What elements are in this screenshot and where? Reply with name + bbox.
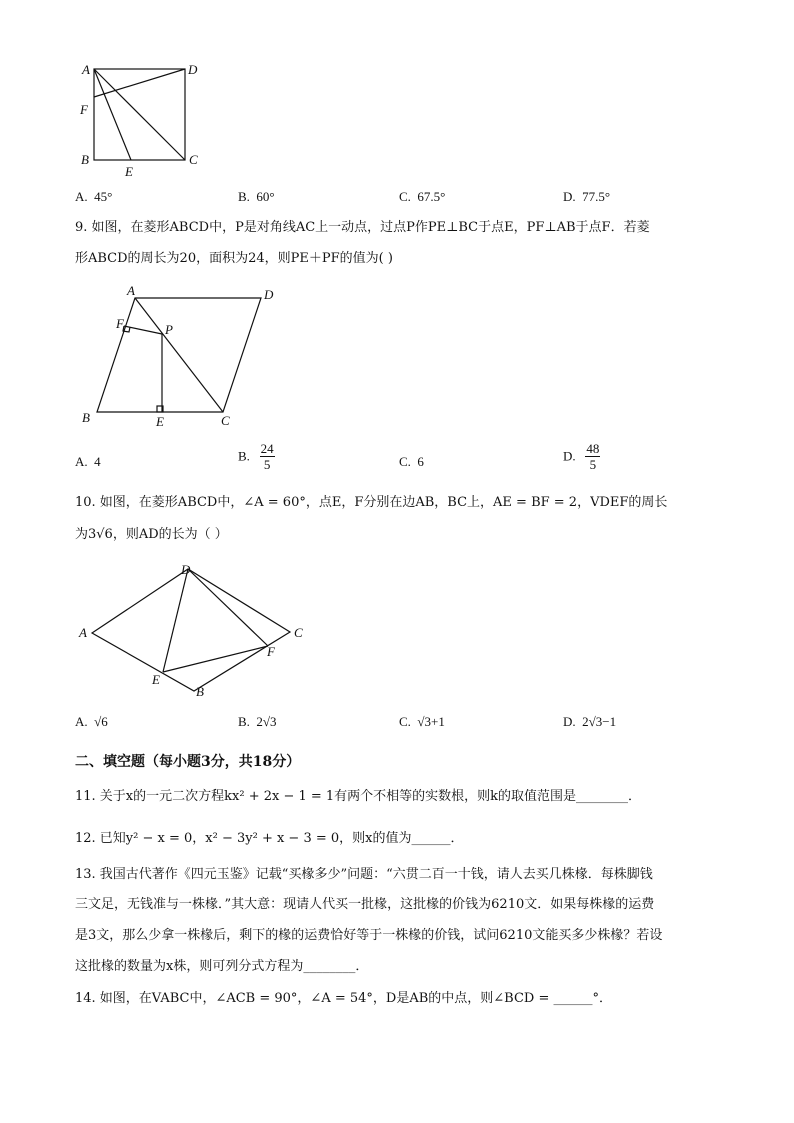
q9-rhombus-diagram — [75, 282, 295, 432]
q9-stem-line2: 形ABCD的周长为20，面积为24，则PE＋PF的值为( ) — [75, 251, 393, 266]
q8-square-diagram — [70, 55, 220, 185]
q9-option-a[interactable]: A. 4 — [75, 454, 101, 469]
diagonal-ac — [135, 298, 223, 412]
q10-stem-line2: 为3√6，则AD的长为（ ） — [75, 527, 228, 542]
label-f: F — [267, 644, 275, 659]
fraction-48-5: $\frac{48}{5}$ — [586, 441, 600, 472]
q10-option-a[interactable]: A. √6 — [75, 714, 108, 729]
label-d: D — [181, 562, 191, 577]
label-b: B — [82, 410, 90, 425]
q13-line4: 这批椽的数量为x株，则可列分式方程为________． — [75, 959, 369, 974]
segment-de — [163, 569, 188, 672]
q13-line3: 是3文，那么少拿一株椽后，剩下的椽的运费恰好等于一株椽的价钱，试问6210文能买多少株椽？若设 — [75, 928, 663, 943]
q10-figure — [75, 558, 315, 707]
segment-ef — [163, 646, 268, 672]
q8-figure — [70, 55, 220, 189]
segment-df — [188, 569, 268, 646]
q10-option-d[interactable]: D. 2√3−1 — [563, 714, 617, 729]
section-title-fill-in: 二、填空题（每小题3分，共18分） — [75, 754, 301, 770]
q8-option-c[interactable]: C. 67.5° — [399, 189, 446, 204]
q10-option-c[interactable]: C. √3+1 — [399, 714, 445, 729]
q13-line2: 三文足，无钱准与一株椽．”其大意：现请人代买一批椽，这批椽的价钱为6210文．如果每株椽的运费 — [75, 897, 655, 912]
label-e: E — [152, 672, 160, 687]
q8-option-a[interactable]: A. 45° — [75, 189, 113, 204]
label-e: E — [156, 414, 164, 429]
q8-option-d[interactable]: D. 77.5° — [563, 189, 611, 204]
label-b: B — [196, 684, 204, 699]
q9-option-c[interactable]: C. 6 — [399, 454, 424, 469]
label-p: P — [165, 322, 173, 337]
q13-line1: 13. 我国古代著作《四元玉鉴》记载“买椽多少”问题：“六贯二百一十钱，请人去买几株椽．每株脚钱 — [75, 867, 653, 882]
q14-text: 14. 如图，在VABC中，∠ACB = 90°，∠A = 54°，D是AB的中点，则∠BCD = ______°． — [75, 991, 612, 1006]
label-a: A — [79, 625, 87, 640]
q9-figure — [75, 282, 295, 436]
label-c: C — [221, 413, 230, 428]
label-e: E — [125, 164, 133, 179]
q8-option-b[interactable]: B. 60° — [238, 189, 275, 204]
label-b: B — [81, 152, 89, 167]
q10-rhombus-diagram — [75, 558, 315, 703]
q12-text: 12. 已知y² − x = 0，x² − 3y² + x − 3 = 0，则x的值为______． — [75, 831, 464, 846]
label-a: A — [82, 62, 90, 77]
fraction-24-5: $\frac{24}{5}$ — [260, 441, 274, 472]
label-d: D — [264, 287, 274, 302]
rhombus-abcd — [92, 569, 290, 691]
segment-ae — [94, 69, 131, 160]
label-f: F — [80, 102, 88, 117]
q11-text: 11. 关于x的一元二次方程kx² + 2x − 1 = 1有两个不相等的实数根，则k的取值范围是________． — [75, 789, 642, 804]
label-c: C — [189, 152, 198, 167]
label-d: D — [188, 62, 198, 77]
q9-stem-line1: 9. 如图，在菱形ABCD中，P是对角线AC上一动点，过点P作PE⊥BC于点E，PF⊥AB于点F．若菱 — [75, 220, 650, 235]
q10-option-b[interactable]: B. 2√3 — [238, 714, 277, 729]
label-c: C — [294, 625, 303, 640]
q10-stem-line1: 10. 如图，在菱形ABCD中，∠A = 60°，点E，F分别在边AB，BC上，AE = BF = 2，VDEF的周长 — [75, 495, 668, 510]
q9-option-d[interactable]: D. $\frac{48}{5}$ — [563, 441, 600, 472]
label-f: F — [116, 316, 124, 331]
q9-option-b[interactable]: B. $\frac{24}{5}$ — [238, 441, 274, 472]
label-a: A — [127, 283, 135, 298]
